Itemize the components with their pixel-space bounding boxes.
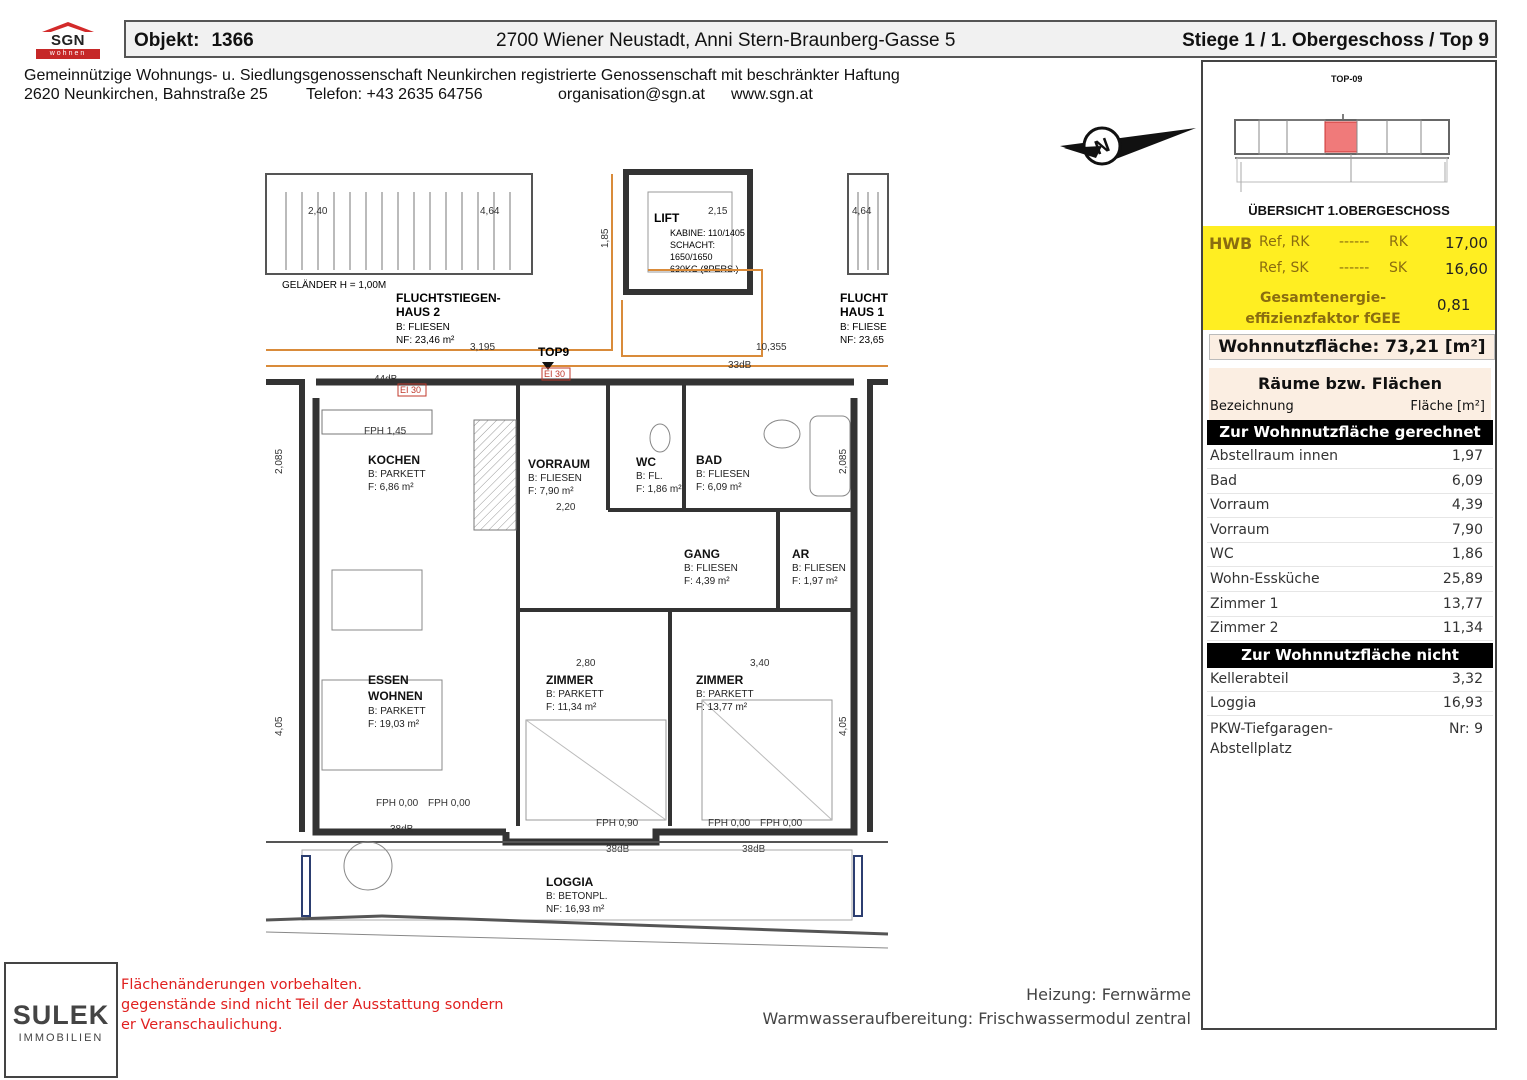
svg-text:33dB: 33dB xyxy=(728,360,752,371)
table-row: Vorraum 7,90 xyxy=(1207,519,1493,543)
svg-text:F: 6,09 m²: F: 6,09 m² xyxy=(696,482,742,493)
room-zimmer-2: ZIMMER xyxy=(546,673,594,687)
section-included: Zur Wohnnutzfläche gerechnet xyxy=(1207,420,1493,445)
svg-text:1650/1650: 1650/1650 xyxy=(670,252,713,262)
room-essen: ESSEN xyxy=(368,673,409,687)
rooms-col-area: Fläche [m²] xyxy=(1410,399,1485,414)
room-gang: GANG xyxy=(684,547,720,561)
table-row: Loggia 16,93 xyxy=(1207,692,1493,716)
svg-text:F: 11,34 m²: F: 11,34 m² xyxy=(546,702,597,713)
svg-text:38dB: 38dB xyxy=(606,844,630,855)
svg-text:FPH 0,90: FPH 0,90 xyxy=(596,818,639,829)
floor-plan xyxy=(262,120,892,968)
svg-text:FPH 0,00: FPH 0,00 xyxy=(376,798,419,809)
svg-text:SCHACHT:: SCHACHT: xyxy=(670,240,716,250)
fgee-label: Gesamtenergie- effizienzfaktor fGEE xyxy=(1245,290,1401,327)
floor-overview xyxy=(1203,62,1495,224)
sgn-logo-sub: wohnen xyxy=(36,49,100,59)
lift-title: LIFT xyxy=(654,211,680,225)
svg-text:F: 6,86 m²: F: 6,86 m² xyxy=(368,482,414,493)
room-wohnen: WOHNEN xyxy=(368,689,423,703)
object-location: Stiege 1 / 1. Obergeschoss / Top 9 xyxy=(1182,30,1489,51)
table-row: Kellerabteil 3,32 xyxy=(1207,668,1493,692)
svg-text:KABINE: 110/1405: KABINE: 110/1405 xyxy=(670,228,745,238)
svg-text:B: FL.: B: FL. xyxy=(636,471,663,482)
table-row: Bad 6,09 xyxy=(1207,470,1493,494)
svg-text:10,355: 10,355 xyxy=(756,342,787,353)
table-row: Abstellraum innen 1,97 xyxy=(1207,445,1493,469)
svg-text:4,64: 4,64 xyxy=(852,206,872,217)
svg-text:EI 30: EI 30 xyxy=(400,385,422,395)
svg-text:NF: 23,65: NF: 23,65 xyxy=(840,335,884,346)
svg-text:38dB: 38dB xyxy=(742,844,766,855)
svg-text:HAUS 1: HAUS 1 xyxy=(840,305,885,319)
svg-text:FPH 1,45: FPH 1,45 xyxy=(364,426,407,437)
overview-top-label: TOP-09 xyxy=(1331,74,1363,84)
svg-text:3,195: 3,195 xyxy=(470,342,496,353)
svg-text:2,20: 2,20 xyxy=(556,502,576,513)
svg-text:B: FLIESEN: B: FLIESEN xyxy=(792,563,846,574)
svg-text:B: BETONPL.: B: BETONPL. xyxy=(546,891,608,902)
svg-text:FLUCHTSTIEGEN-: FLUCHTSTIEGEN- xyxy=(396,291,501,305)
svg-text:FPH 0,00: FPH 0,00 xyxy=(428,798,471,809)
overview-title: ÜBERSICHT 1.OBERGESCHOSS xyxy=(1248,203,1450,218)
svg-text:B: PARKETT: B: PARKETT xyxy=(368,469,426,480)
svg-text:B: FLIESEN: B: FLIESEN xyxy=(696,469,750,480)
svg-text:38dB: 38dB xyxy=(390,824,414,835)
svg-text:F: 1,86 m²: F: 1,86 m² xyxy=(636,484,682,495)
company-street: 2620 Neunkirchen, Bahnstraße 25 xyxy=(24,86,268,103)
svg-text:NF: 23,46 m²: NF: 23,46 m² xyxy=(396,335,455,346)
svg-text:2,15: 2,15 xyxy=(708,206,728,217)
svg-text:FLUCHT: FLUCHT xyxy=(840,291,888,305)
room-bad: BAD xyxy=(696,453,722,467)
fgee-value: 0,81 xyxy=(1437,296,1471,314)
room-ar: AR xyxy=(792,547,810,561)
svg-text:1,85: 1,85 xyxy=(600,228,611,248)
room-kochen: KOCHEN xyxy=(368,453,421,467)
object-id: Objekt: 1366 xyxy=(134,30,254,51)
svg-text:FPH 0,00: FPH 0,00 xyxy=(760,818,803,829)
top-marker: TOP9 xyxy=(538,345,570,359)
hwb-ref-rk: Ref, RK xyxy=(1259,234,1310,250)
energy-certificate: HWB Ref, RK ------ RK 17,00 Ref, SK ------ SK 16,60 Gesamtenergie- effizienzfaktor fGEE 0,81 xyxy=(1203,226,1495,330)
table-row: WC 1,86 xyxy=(1207,543,1493,567)
svg-text:NF: 16,93 m²: NF: 16,93 m² xyxy=(546,904,605,915)
svg-text:B: FLIESE: B: FLIESE xyxy=(840,322,887,333)
hwb-ref-sk: Ref, SK xyxy=(1259,260,1309,276)
svg-text:2,80: 2,80 xyxy=(576,658,596,669)
svg-text:2,085: 2,085 xyxy=(274,448,285,474)
table-row: Vorraum 4,39 xyxy=(1207,494,1493,518)
living-area-total: Wohnnutzfläche: 73,21 [m²] xyxy=(1209,334,1495,360)
sulek-logo xyxy=(4,962,118,1078)
svg-text:B: PARKETT: B: PARKETT xyxy=(546,689,604,700)
railing-label: GELÄNDER H = 1,00M xyxy=(282,280,387,291)
heating-info xyxy=(763,983,1191,1031)
overview-floor-sketch xyxy=(1233,114,1451,214)
table-row: Wohn-Essküche 25,89 xyxy=(1207,568,1493,592)
svg-text:B: FLIESEN: B: FLIESEN xyxy=(396,322,450,333)
svg-text:B: PARKETT: B: PARKETT xyxy=(368,706,426,717)
rooms-table-title: Räume bzw. Flächen xyxy=(1257,374,1443,393)
disclaimer: Flächenänderungen vorbehalten. gegenstände sind nicht Teil der Ausstattung sondern er Veranschaulichung. xyxy=(121,977,504,1033)
hwb-label: HWB xyxy=(1209,234,1253,253)
hwb-sk-value: 16,60 xyxy=(1445,260,1488,278)
sulek-logo-name: SULEK xyxy=(12,1000,110,1030)
sgn-logo xyxy=(28,22,108,62)
company-name: Gemeinnützige Wohnungs- u. Siedlungsgenossenschaft Neunkirchen registrierte Genossenschaft mit beschränkter Haftung xyxy=(24,67,900,84)
room-wc: WC xyxy=(636,455,656,469)
north-arrow-icon xyxy=(1056,116,1202,178)
svg-text:4,05: 4,05 xyxy=(274,716,285,736)
table-row: PKW-Tiefgaragen-Abstellplatz Nr: 9 xyxy=(1210,721,1483,757)
svg-text:3,40: 3,40 xyxy=(750,658,770,669)
heating-type: Heizung: Fernwärme xyxy=(1026,985,1191,1004)
section-excluded: Zur Wohnnutzfläche nicht gerechnet xyxy=(1207,643,1493,668)
company-info xyxy=(24,66,900,104)
table-row: Zimmer 2 11,34 xyxy=(1207,617,1493,641)
hwb-rk-value: 17,00 xyxy=(1445,234,1488,252)
svg-text:2,40: 2,40 xyxy=(308,206,328,217)
rooms-col-name: Bezeichnung xyxy=(1210,399,1294,414)
sulek-logo-sub: IMMOBILIEN xyxy=(18,1032,104,1044)
company-web: www.sgn.at xyxy=(731,86,813,103)
rooms-table xyxy=(1203,366,1495,1026)
svg-text:630KG (8PERS.): 630KG (8PERS.) xyxy=(670,264,739,274)
company-phone: Telefon: +43 2635 64756 xyxy=(306,86,483,103)
svg-text:F: 19,03 m²: F: 19,03 m² xyxy=(368,719,420,730)
svg-text:F: 4,39 m²: F: 4,39 m² xyxy=(684,576,730,587)
company-email: organisation@sgn.at xyxy=(558,86,705,103)
svg-text:B: FLIESEN: B: FLIESEN xyxy=(528,473,582,484)
svg-text:EI 30: EI 30 xyxy=(544,369,566,379)
object-header-bar xyxy=(124,20,1497,58)
object-address: 2700 Wiener Neustadt, Anni Stern-Braunberg-Gasse 5 xyxy=(496,30,956,51)
water-heating: Warmwasseraufbereitung: Frischwassermodul zentral xyxy=(762,1009,1191,1028)
room-zimmer-1: ZIMMER xyxy=(696,673,744,687)
room-vorraum: VORRAUM xyxy=(528,457,590,471)
svg-text:F: 13,77 m²: F: 13,77 m² xyxy=(696,702,748,713)
svg-text:4,05: 4,05 xyxy=(838,716,849,736)
svg-text:F: 1,97 m²: F: 1,97 m² xyxy=(792,576,838,587)
svg-text:HAUS 2: HAUS 2 xyxy=(396,305,441,319)
svg-text:F: 7,90 m²: F: 7,90 m² xyxy=(528,486,574,497)
svg-text:4,64: 4,64 xyxy=(480,206,500,217)
svg-text:FPH 0,00: FPH 0,00 xyxy=(708,818,751,829)
svg-text:2,085: 2,085 xyxy=(838,448,849,474)
svg-text:N: N xyxy=(1091,134,1113,160)
room-loggia: LOGGIA xyxy=(546,875,594,889)
svg-text:B: PARKETT: B: PARKETT xyxy=(696,689,754,700)
svg-text:44dB: 44dB xyxy=(374,374,398,385)
svg-text:B: FLIESEN: B: FLIESEN xyxy=(684,563,738,574)
table-row: Zimmer 1 13,77 xyxy=(1207,593,1493,617)
sgn-logo-name: SGN xyxy=(50,32,85,49)
